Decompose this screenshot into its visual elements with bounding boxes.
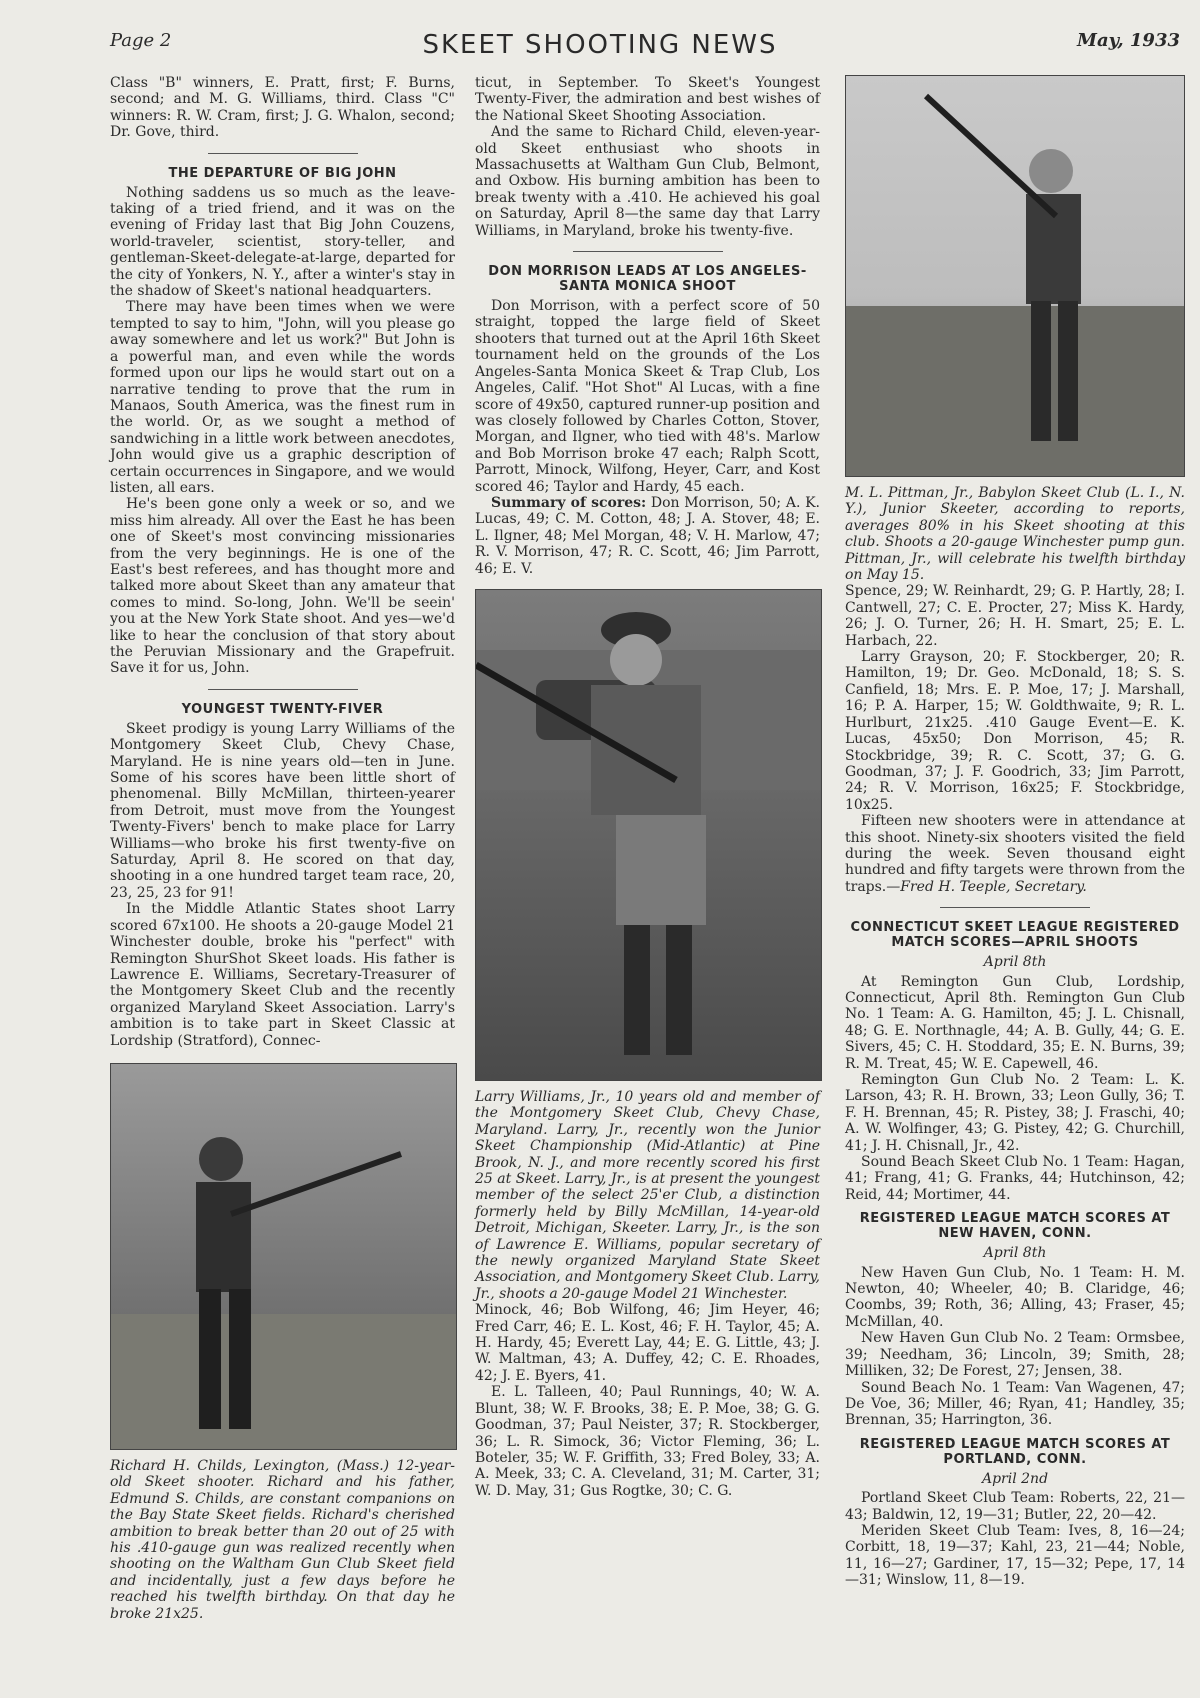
paragraph [845, 813, 1185, 895]
photo-pittman [845, 75, 1185, 477]
divider [208, 689, 358, 690]
divider [940, 907, 1090, 908]
article-heading: REGISTERED LEAGUE MATCH SCORES AT NEW HAVEN, CONN. [859, 1211, 1171, 1242]
paragraph: In the Middle Atlantic States shoot Larry scored 67x100. He shoots a 20-gauge Model 21 Winchester double, broke his "perfect" with Remington ShurShot Skeet loads. His father is Lawrence E. Williams, Secretary-Treasurer of the Montgomery Skeet Club and the recently organized Maryland Skeet Association. Larry's ambition is to take part in Skeet Classic at Lordship (Stratford), Connec- [110, 901, 455, 1049]
paragraph: There may have been times when we were tempted to say to him, "John, will you please go away somewhere and let us work?" But John is a powerful man, and even while the words formed upon our lips he would start out on a narrative tending to prove that the rum in Manaos, South America, was the finest rum in the world. Or, as we sought a method of sandwiching in a little work between anecdotes, John would give us a graphic description of certain occurrences in Singapore, and we would listen, all ears. [110, 299, 455, 496]
article-date: April 8th [983, 954, 1047, 971]
article-date: April 2nd [981, 1470, 1049, 1487]
column-3 [845, 75, 1185, 1589]
paragraph: At Remington Gun Club, Lordship, Connecticut, April 8th. Remington Gun Club No. 1 Team: A. G. Hamilton, 45; J. L. Chisnall, 48; G. E. Northnagle, 44; A. B. Gully, 44; G. E. Sivers, 45; C. H. Stoddard, 35; E. N. Burns, 39; R. M. Treat, 45; W. E. Capewell, 46. [845, 973, 1185, 1072]
paragraph-text: Fifteen new shooters were in attendance at this shoot. Ninety-six shooters visited the field during the week. Seven thousand eight hundred and fifty targets were thrown from the traps. [845, 813, 1185, 895]
article-heading: YOUNGEST TWENTY-FIVER [181, 701, 384, 717]
paragraph: Sound Beach No. 1 Team: Van Wagenen, 47; De Voe, 36; Miller, 46; Ryan, 41; Handley, 35; Brennan, 35; Harrington, 36. [845, 1379, 1185, 1429]
paragraph: Spence, 29; W. Reinhardt, 29; G. P. Hartly, 28; I. Cantwell, 27; C. E. Procter, 27; Miss K. Hardy, 26; J. O. Turner, 26; H. H. Smart, 25; E. L. Harbach, 22. [845, 583, 1185, 649]
paragraph: Nothing saddens us so much as the leave-taking of a tried friend, and it was on the evening of Friday last that Big John Couzens, world-traveler, scientist, story-teller, and gentleman-Skeet-delegate-at-large, departed for the city of Yonkers, N. Y., after a winter's stay in the shadow of Skeet's national headquarters. [110, 184, 455, 300]
photo-larry-williams [475, 589, 822, 1081]
paragraph: Portland Skeet Club Team: Roberts, 22, 21—43; Baldwin, 12, 19—31; Butler, 22, 20—42. [845, 1490, 1185, 1523]
paragraph: Sound Beach Skeet Club No. 1 Team: Hagan, 41; Frang, 41; G. Franks, 44; Hutchinson, 42; Reid, 44; Mortimer, 44. [845, 1154, 1185, 1203]
boy-aiming-gun-illustration [846, 76, 1184, 476]
article-date: April 8th [983, 1245, 1047, 1262]
paragraph: Class "B" winners, E. Pratt, first; F. Burns, second; and M. G. Williams, third. Class "C" winners: R. W. Cram, first; J. G. Whalon, second; Dr. Gove, third. [110, 75, 455, 141]
photo-caption: Larry Williams, Jr., 10 years old and member of the Montgomery Skeet Club, Chevy Chase, Maryland. Larry, Jr., recently won the Junior Skeet Championship (Mid-Atlantic) at Pine Brook, N. J., and more recently scored his first 25 at Skeet. Larry, Jr., is at present the youngest member of the select 25'er Club, a distinction formerly held by Billy McMillan, 14-year-old Detroit, Michigan, Skeeter. Larry, Jr., is the son of Lawrence E. Williams, popular secretary of the newly organized Maryland State Skeet Association, and Montgomery Skeet Club. Larry, Jr., shoots a 20-gauge Model 21 Winchester. [475, 1088, 820, 1302]
column-1 [110, 75, 455, 1622]
paragraph: Larry Grayson, 20; F. Stockberger, 20; R. Hamilton, 19; Dr. Geo. McDonald, 18; S. S. Canfield, 18; Mrs. E. P. Moe, 17; J. Marshall, 16; P. A. Harper, 15; W. Goldthwaite, 9; R. L. Hurlburt, 21x25. .410 Gauge Event—E. K. Lucas, 45x50; Don Morrison, 45; R. Stockbridge, 39; R. C. Scott, 37; G. G. Goodman, 37; J. F. Goodrich, 33; Jim Parrott, 24; R. V. Morrison, 16x25; F. Stockbridge, 10x25. [845, 649, 1185, 813]
paragraph: ticut, in September. To Skeet's Youngest Twenty-Fiver, the admiration and best wishes of the National Skeet Shooting Association. [475, 75, 820, 124]
paragraph: E. L. Talleen, 40; Paul Runnings, 40; W. A. Blunt, 38; W. F. Brooks, 38; E. P. Moe, 38; G. G. Goodman, 37; Paul Neister, 37; R. Stockberger, 36; L. R. Simock, 36; Victor Fleming, 36; L. Boteler, 35; W. F. Griffith, 33; Fred Boley, 33; A. A. Meek, 33; C. A. Cleveland, 31; M. Carter, 31; W. D. May, 31; Gus Rogtke, 30; C. G. [475, 1384, 820, 1499]
paragraph: He's been gone only a week or so, and we miss him already. All over the East he has been one of Skeet's most convincing missionaries from the very beginnings. He is one of the East's best referees, and has thought more and talked more about Skeet than any amateur that comes to mind. So-long, John. We'll be seein' you at the New York State shoot. And yes—we'd like to hear the conclusion of that story about the Peruvian Missionary and the Grapefruit. Save it for us, John. [110, 496, 455, 677]
photo-caption: Richard H. Childs, Lexington, (Mass.) 12-year-old Skeet shooter. Richard and his father, Edmund S. Childs, are constant companions on the Bay State Skeet fields. Richard's cherished ambition to break better than 20 out of 25 with his .410-gauge gun was realized recently when shooting on the Waltham Gun Club Skeet field and incidentally, just a few days before he reached his twelfth birthday. On that day he broke 21x25. [110, 1457, 455, 1622]
paragraph: Remington Gun Club No. 2 Team: L. K. Larson, 43; R. H. Brown, 33; Leon Gully, 36; T. F. H. Brennan, 45; R. Pistey, 38; J. Fraschi, 40; A. W. Wolfinger, 43; G. Pistey, 42; G. Churchill, 41; J. H. Chisnall, Jr., 42. [845, 1072, 1185, 1154]
article-heading: REGISTERED LEAGUE MATCH SCORES AT PORTLAND, CONN. [859, 1436, 1171, 1467]
masthead-title: SKEET SHOOTING NEWS [422, 30, 778, 60]
paragraph: Skeet prodigy is young Larry Williams of the Montgomery Skeet Club, Chevy Chase, Maryland. He is nine years old—ten in June. Some of his scores have been little short of phenomenal. Billy McMillan, thirteen-yearer from Detroit, must move from the Youngest Twenty-Fivers' bench to make place for Larry Williams—who broke his first twenty-five on Saturday, April 8. He scored on that day, shooting in a one hundred target team race, 20, 23, 25, 23 for 91! [110, 720, 455, 901]
issue-date: May, 1933 [1077, 30, 1180, 51]
photo-richard-childs [110, 1063, 457, 1450]
divider [208, 153, 358, 154]
photo-caption: M. L. Pittman, Jr., Babylon Skeet Club (L. I., N. Y.), Junior Skeeter, according to reports, averages 80% in his Skeet shooting at this club. Shoots a 20-gauge Winchester pump gun. Pittman, Jr., will celebrate his twelfth birthday on May 15. [845, 485, 1185, 584]
paragraph: Don Morrison, with a perfect score of 50 straight, topped the large field of Skeet shooters that turned out at the April 16th Skeet tournament held on the grounds of the Los Angeles-Santa Monica Skeet & Trap Club, Los Angeles, Calif. "Hot Shot" Al Lucas, with a fine score of 49x50, captured runner-up position and was closely followed by Charles Cotton, Stover, Morgan, and Ilgner, who tied with 48's. Marlow and Bob Morrison broke 47 each; Ralph Scott, Parrott, Minock, Wilfong, Heyer, Carr, and Kost scored 46; Taylor and Hardy, 45 each. [475, 298, 820, 495]
divider [573, 251, 723, 252]
article-heading: CONNECTICUT SKEET LEAGUE REGISTERED MATCH SCORES—APRIL SHOOTS [850, 920, 1180, 951]
boy-with-shotgun-illustration [476, 590, 821, 1080]
signature: —Fred H. Teeple, Secretary. [886, 878, 1087, 895]
summary-text: Don Morrison, 50; A. K. Lucas, 49; C. M. Cotton, 48; J. A. Stover, 48; E. L. Ilgner, 48; Mel Morgan, 48; V. H. Marlow, 47; R. V. Morrison, 47; R. C. Scott, 46; Jim Parrott, 46; E. V. [475, 494, 820, 577]
column-2 [475, 75, 820, 1499]
summary-label: Summary of scores: [491, 494, 647, 511]
paragraph: Minock, 46; Bob Wilfong, 46; Jim Heyer, 46; Fred Carr, 46; E. L. Kost, 46; F. H. Taylor, 45; A. H. Hardy, 45; Everett Lay, 44; E. G. Little, 43; J. W. Maltman, 43; A. Duffey, 42; C. E. Rhoades, 42; J. E. Byers, 41. [475, 1302, 820, 1384]
paragraph: New Haven Gun Club No. 2 Team: Ormsbee, 39; Needham, 36; Lincoln, 39; Smith, 28; Milliken, 32; De Forest, 27; Jensen, 38. [845, 1330, 1185, 1380]
paragraph [475, 495, 820, 577]
paragraph: And the same to Richard Child, eleven-year-old Skeet enthusiast who shoots in Massachusetts at Waltham Gun Club, Belmont, and Oxbow. His burning ambition has been to break twenty with a .410. He achieved his goal on Saturday, April 8—the same day that Larry Williams, in Maryland, broke his twenty-five. [475, 124, 820, 239]
article-heading: THE DEPARTURE OF BIG JOHN [168, 165, 397, 181]
paragraph: Meriden Skeet Club Team: Ives, 8, 16—24; Corbitt, 18, 19—37; Kahl, 23, 21—44; Noble, 11, 16—27; Gardiner, 17, 15—32; Pepe, 17, 14—31; Winslow, 11, 8—19. [845, 1522, 1185, 1589]
paragraph: New Haven Gun Club, No. 1 Team: H. M. Newton, 40; Wheeler, 40; B. Claridge, 46; Coombs, 39; Roth, 36; Alling, 43; Fraser, 45; McMillan, 40. [845, 1264, 1185, 1330]
article-heading: DON MORRISON LEADS AT LOS ANGELES-SANTA MONICA SHOOT [488, 264, 807, 295]
page-number: Page 2 [110, 30, 172, 51]
boy-with-rifle-illustration [111, 1064, 456, 1449]
